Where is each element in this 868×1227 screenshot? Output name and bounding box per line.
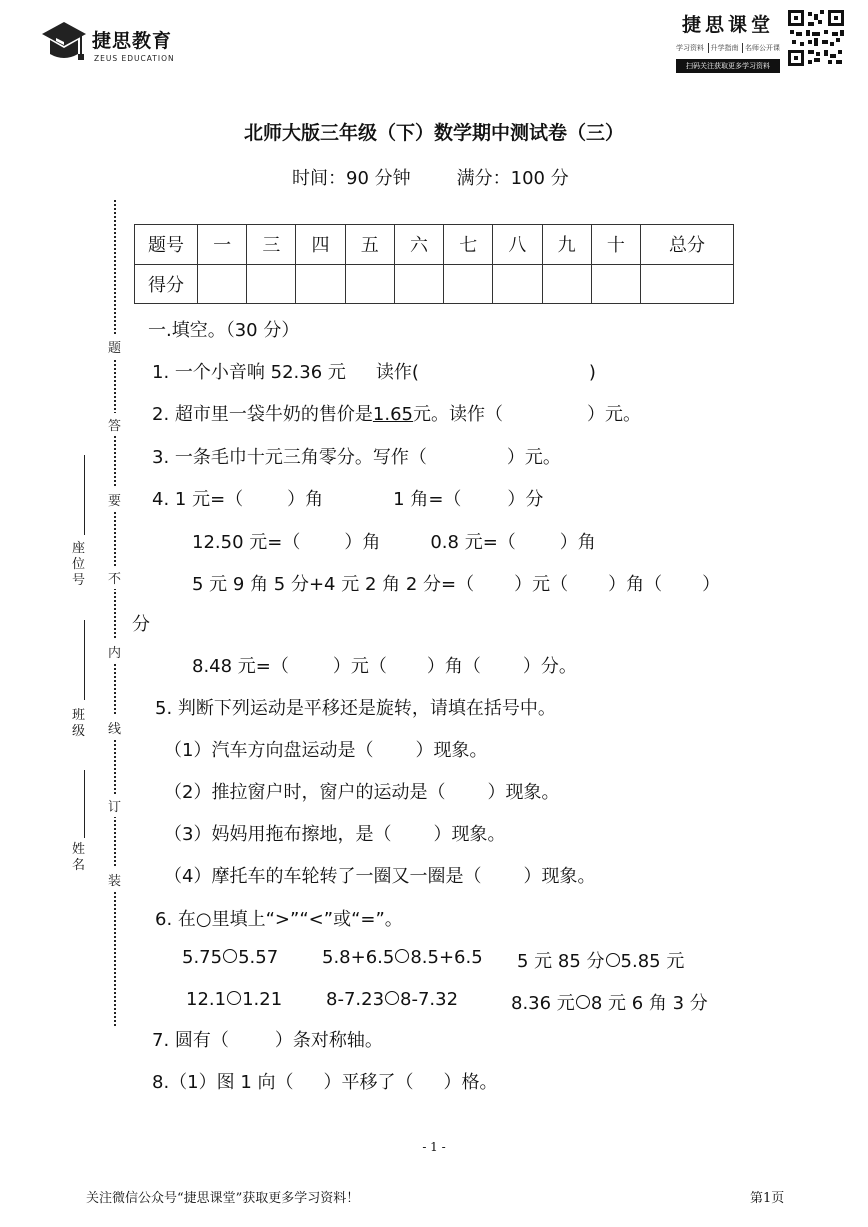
q4-text: ）角 bbox=[344, 532, 381, 553]
score-table-header-row bbox=[135, 225, 734, 265]
name-label: 姓名 bbox=[72, 842, 86, 873]
seat-number-label: 座位号 bbox=[72, 541, 86, 588]
q5-item bbox=[164, 862, 595, 888]
q5-item-end: ）现象。 bbox=[433, 824, 506, 845]
q3-close: ）元。 bbox=[506, 447, 561, 468]
q1-prompt: 读作( bbox=[375, 362, 419, 383]
score-cell: 三 bbox=[247, 225, 296, 265]
q4-text: 0.8 元=（ bbox=[430, 532, 516, 553]
q1-close: ) bbox=[588, 362, 596, 383]
q6-row bbox=[511, 989, 708, 1015]
question-7 bbox=[152, 1026, 383, 1052]
score-cell: 一 bbox=[198, 225, 247, 265]
q2-close: ）元。 bbox=[586, 404, 641, 425]
question-4-line-1 bbox=[152, 485, 543, 511]
q1-text: 1. 一个小音响 52.36 元 bbox=[152, 362, 346, 383]
q4-text: 分 bbox=[132, 614, 150, 635]
compare-circle-icon[interactable] bbox=[576, 995, 590, 1009]
score-cell: 八 bbox=[493, 225, 542, 265]
q4-text: ）元（ bbox=[332, 656, 387, 677]
q6-right: 8-7.32 bbox=[400, 989, 459, 1010]
binding-char: 内 bbox=[108, 640, 121, 663]
score-entry-cell[interactable] bbox=[296, 264, 345, 304]
q4-text: ）角 bbox=[287, 489, 324, 510]
score-entry-cell[interactable] bbox=[198, 264, 247, 304]
question-1 bbox=[152, 358, 596, 384]
zeus-education-logo bbox=[40, 18, 180, 70]
q6-right: 8 元 6 角 3 分 bbox=[590, 993, 708, 1014]
q2-text: 2. 超市里一袋牛奶的售价是 bbox=[152, 404, 373, 425]
class-label: 班级 bbox=[72, 708, 86, 739]
q6-left: 12.1 bbox=[186, 989, 227, 1010]
footer-page: 第1页 bbox=[750, 1191, 785, 1206]
q5-item bbox=[164, 820, 505, 846]
q6-left: 5.8+6.5 bbox=[322, 947, 395, 968]
binding-char: 装 bbox=[108, 868, 121, 891]
graduation-cap-logo-icon bbox=[40, 18, 88, 68]
question-4-line-2 bbox=[192, 528, 596, 554]
compare-circle-icon[interactable] bbox=[223, 949, 237, 963]
binding-char: 线 bbox=[108, 716, 121, 739]
q6-left: 8-7.23 bbox=[326, 989, 385, 1010]
q7-end: ）条对称轴。 bbox=[274, 1030, 383, 1051]
question-4-line-4 bbox=[192, 652, 577, 678]
qr-code-icon bbox=[788, 10, 844, 66]
footer-promo: 关注微信公众号“捷思课堂”获取更多学习资料！ bbox=[86, 1191, 360, 1206]
name-line[interactable] bbox=[84, 770, 85, 838]
logo-name: 捷思教育 bbox=[92, 30, 173, 52]
question-3 bbox=[152, 443, 561, 469]
exam-meta bbox=[292, 164, 569, 190]
score-entry-cell[interactable] bbox=[542, 264, 591, 304]
q5-item-text: （1）汽车方向盘运动是（ bbox=[164, 740, 374, 761]
question-5-heading: 5. 判断下列运动是平移还是旋转，请填在括号中。 bbox=[155, 698, 556, 719]
q5-item-text: （4）摩托车的车轮转了一圈又一圈是（ bbox=[164, 866, 482, 887]
q4-text: ） bbox=[702, 574, 721, 595]
q4-text: 8.48 元=（ bbox=[192, 656, 289, 677]
binding-dotted-line bbox=[114, 200, 116, 1026]
q7-text: 7. 圆有（ bbox=[152, 1030, 229, 1051]
score-row-label: 得分 bbox=[135, 264, 198, 304]
score-cell: 五 bbox=[345, 225, 394, 265]
brand-block bbox=[676, 10, 780, 73]
binding-char: 题 bbox=[108, 335, 121, 358]
q3-text: 3. 一条毛巾十元三角零分。写作（ bbox=[152, 447, 427, 468]
q8-mid: ）平移了（ bbox=[323, 1072, 414, 1093]
q5-item bbox=[164, 778, 559, 804]
compare-circle-icon[interactable] bbox=[227, 991, 241, 1005]
score-entry-cell[interactable] bbox=[591, 264, 640, 304]
question-6-heading: 6. 在○里填上“>”“<”或“=”。 bbox=[155, 909, 403, 930]
brand-title: 捷思课堂 bbox=[681, 14, 774, 36]
q4-text: 5 元 9 角 5 分+4 元 2 角 2 分=（ bbox=[192, 574, 475, 595]
score-entry-cell[interactable] bbox=[493, 264, 542, 304]
page-number: - 1 - bbox=[422, 1140, 446, 1154]
score-entry-cell[interactable] bbox=[394, 264, 443, 304]
compare-circle-icon[interactable] bbox=[395, 949, 409, 963]
compare-circle-icon[interactable] bbox=[385, 991, 399, 1005]
score-cell: 总分 bbox=[641, 225, 734, 265]
q8-text: 8.（1）图 1 向（ bbox=[152, 1072, 294, 1093]
q5-item-end: ）现象。 bbox=[415, 740, 488, 761]
score-entry-cell[interactable] bbox=[345, 264, 394, 304]
q6-right: 5.85 元 bbox=[620, 951, 685, 972]
q4-text: ）角（ bbox=[426, 656, 481, 677]
section-heading: 一.填空。（30 分） bbox=[148, 320, 300, 341]
q6-right: 5.57 bbox=[238, 947, 279, 968]
score-cell: 四 bbox=[296, 225, 345, 265]
q4-text: 4. 1 元=（ bbox=[152, 489, 244, 510]
q6-row bbox=[326, 989, 458, 1010]
score-cell: 题号 bbox=[135, 225, 198, 265]
q8-end: ）格。 bbox=[443, 1072, 498, 1093]
class-line[interactable] bbox=[84, 620, 85, 700]
seat-number-line[interactable] bbox=[84, 455, 85, 535]
q4-text: ）分。 bbox=[522, 656, 577, 677]
q4-text: ）角 bbox=[559, 532, 596, 553]
q6-row bbox=[186, 989, 282, 1010]
brand-tags bbox=[676, 43, 780, 53]
q5-item-text: （2）推拉窗户时，窗户的运动是（ bbox=[164, 782, 446, 803]
brand-tag: 名师公开课 bbox=[742, 43, 780, 53]
score-table-score-row bbox=[135, 264, 734, 304]
brand-scan-bar: 扫码关注获取更多学习资料 bbox=[676, 59, 780, 73]
q2-price: 1.65 bbox=[372, 404, 413, 425]
q5-item-end: ）现象。 bbox=[523, 866, 596, 887]
q5-item-end: ）现象。 bbox=[487, 782, 560, 803]
q6-row bbox=[322, 947, 483, 968]
logo-subtitle: ZEUS EDUCATION bbox=[94, 54, 175, 63]
q2-prompt: 元。读作（ bbox=[412, 404, 503, 425]
q6-left: 5 元 85 分 bbox=[517, 951, 605, 972]
question-8 bbox=[152, 1068, 498, 1094]
question-4-line-3 bbox=[192, 570, 720, 596]
q4-text: 12.50 元=（ bbox=[192, 532, 301, 553]
brand-tag: 升学指南 bbox=[708, 43, 739, 53]
q6-row bbox=[182, 947, 278, 968]
binding-char: 要 bbox=[108, 488, 121, 511]
q6-right: 8.5+6.5 bbox=[410, 947, 483, 968]
q6-left: 8.36 元 bbox=[511, 993, 575, 1014]
compare-circle-icon[interactable] bbox=[606, 953, 620, 967]
score-entry-cell[interactable] bbox=[444, 264, 493, 304]
binding-char: 订 bbox=[108, 794, 121, 817]
exam-time: 时间：90 分钟 bbox=[292, 168, 411, 189]
brand-tag: 学习资料 bbox=[676, 44, 704, 52]
q4-text: ）角（ bbox=[608, 574, 663, 595]
q6-left: 5.75 bbox=[182, 947, 223, 968]
q6-right: 1.21 bbox=[242, 989, 283, 1010]
binding-char: 不 bbox=[108, 566, 121, 589]
q5-item-text: （3）妈妈用拖布擦地，是（ bbox=[164, 824, 392, 845]
score-cell: 九 bbox=[542, 225, 591, 265]
q4-text: 1 角=（ bbox=[393, 489, 462, 510]
binding-char: 答 bbox=[108, 413, 121, 436]
q6-row bbox=[517, 947, 684, 973]
q4-text: ）分 bbox=[507, 489, 544, 510]
score-cell: 十 bbox=[591, 225, 640, 265]
score-table bbox=[134, 224, 734, 304]
score-entry-cell[interactable] bbox=[641, 264, 734, 304]
score-cell: 七 bbox=[444, 225, 493, 265]
score-cell: 六 bbox=[394, 225, 443, 265]
q5-item bbox=[164, 736, 487, 762]
score-entry-cell[interactable] bbox=[247, 264, 296, 304]
q4-text: ）元（ bbox=[514, 574, 569, 595]
exam-title: 北师大版三年级（下）数学期中测试卷（三） bbox=[243, 122, 624, 144]
exam-full-score: 满分：100 分 bbox=[456, 168, 569, 189]
question-2 bbox=[152, 400, 641, 426]
